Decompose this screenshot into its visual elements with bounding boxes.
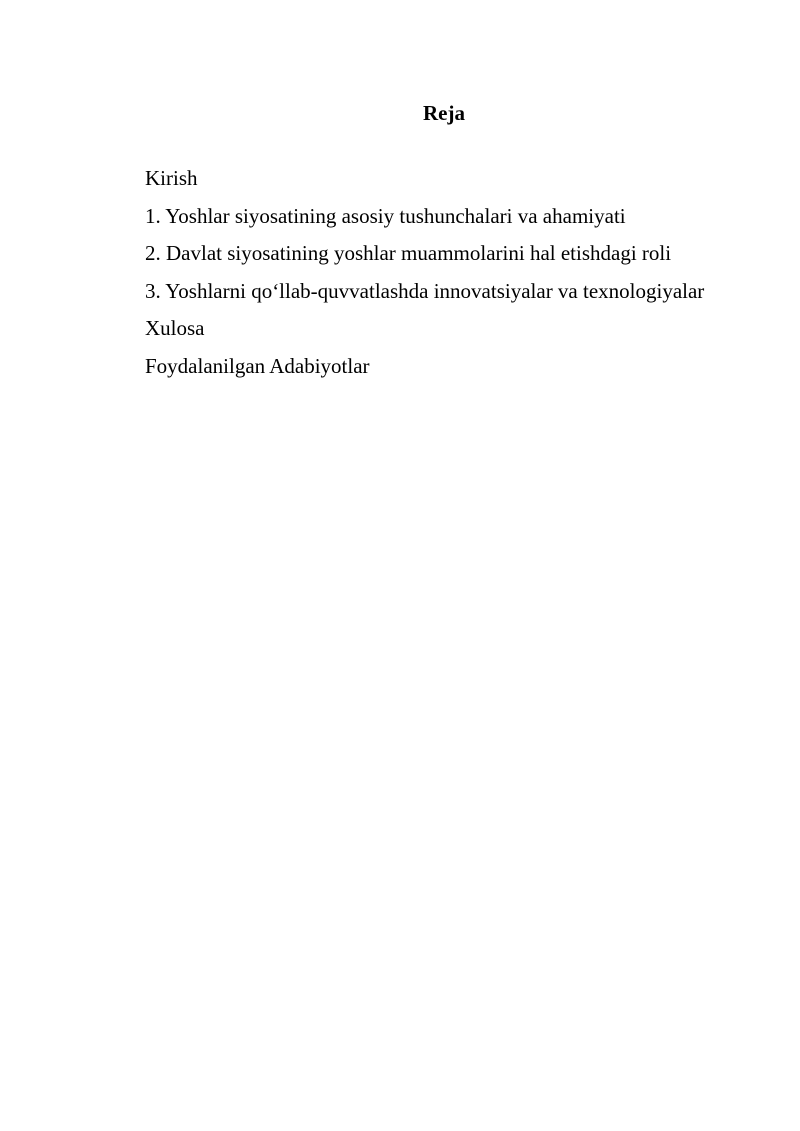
toc-item-chapter-1: 1. Yoshlar siyosatining asosiy tushunchalari va ahamiyati [145, 203, 626, 228]
page-title: Reja [423, 101, 465, 125]
toc-item-conclusion: Xulosa [145, 316, 205, 341]
table-of-contents [145, 160, 704, 386]
toc-item-chapter-3: 3. Yoshlarni qo‘llab-quvvatlashda innovatsiyalar va texnologiyalar [145, 278, 705, 303]
toc-item-introduction: Kirish [145, 166, 198, 190]
toc-item-chapter-2: 2. Davlat siyosatining yoshlar muammolarini hal etishdagi roli [145, 241, 672, 266]
toc-item-references: Foydalanilgan Adabiyotlar [145, 353, 370, 378]
